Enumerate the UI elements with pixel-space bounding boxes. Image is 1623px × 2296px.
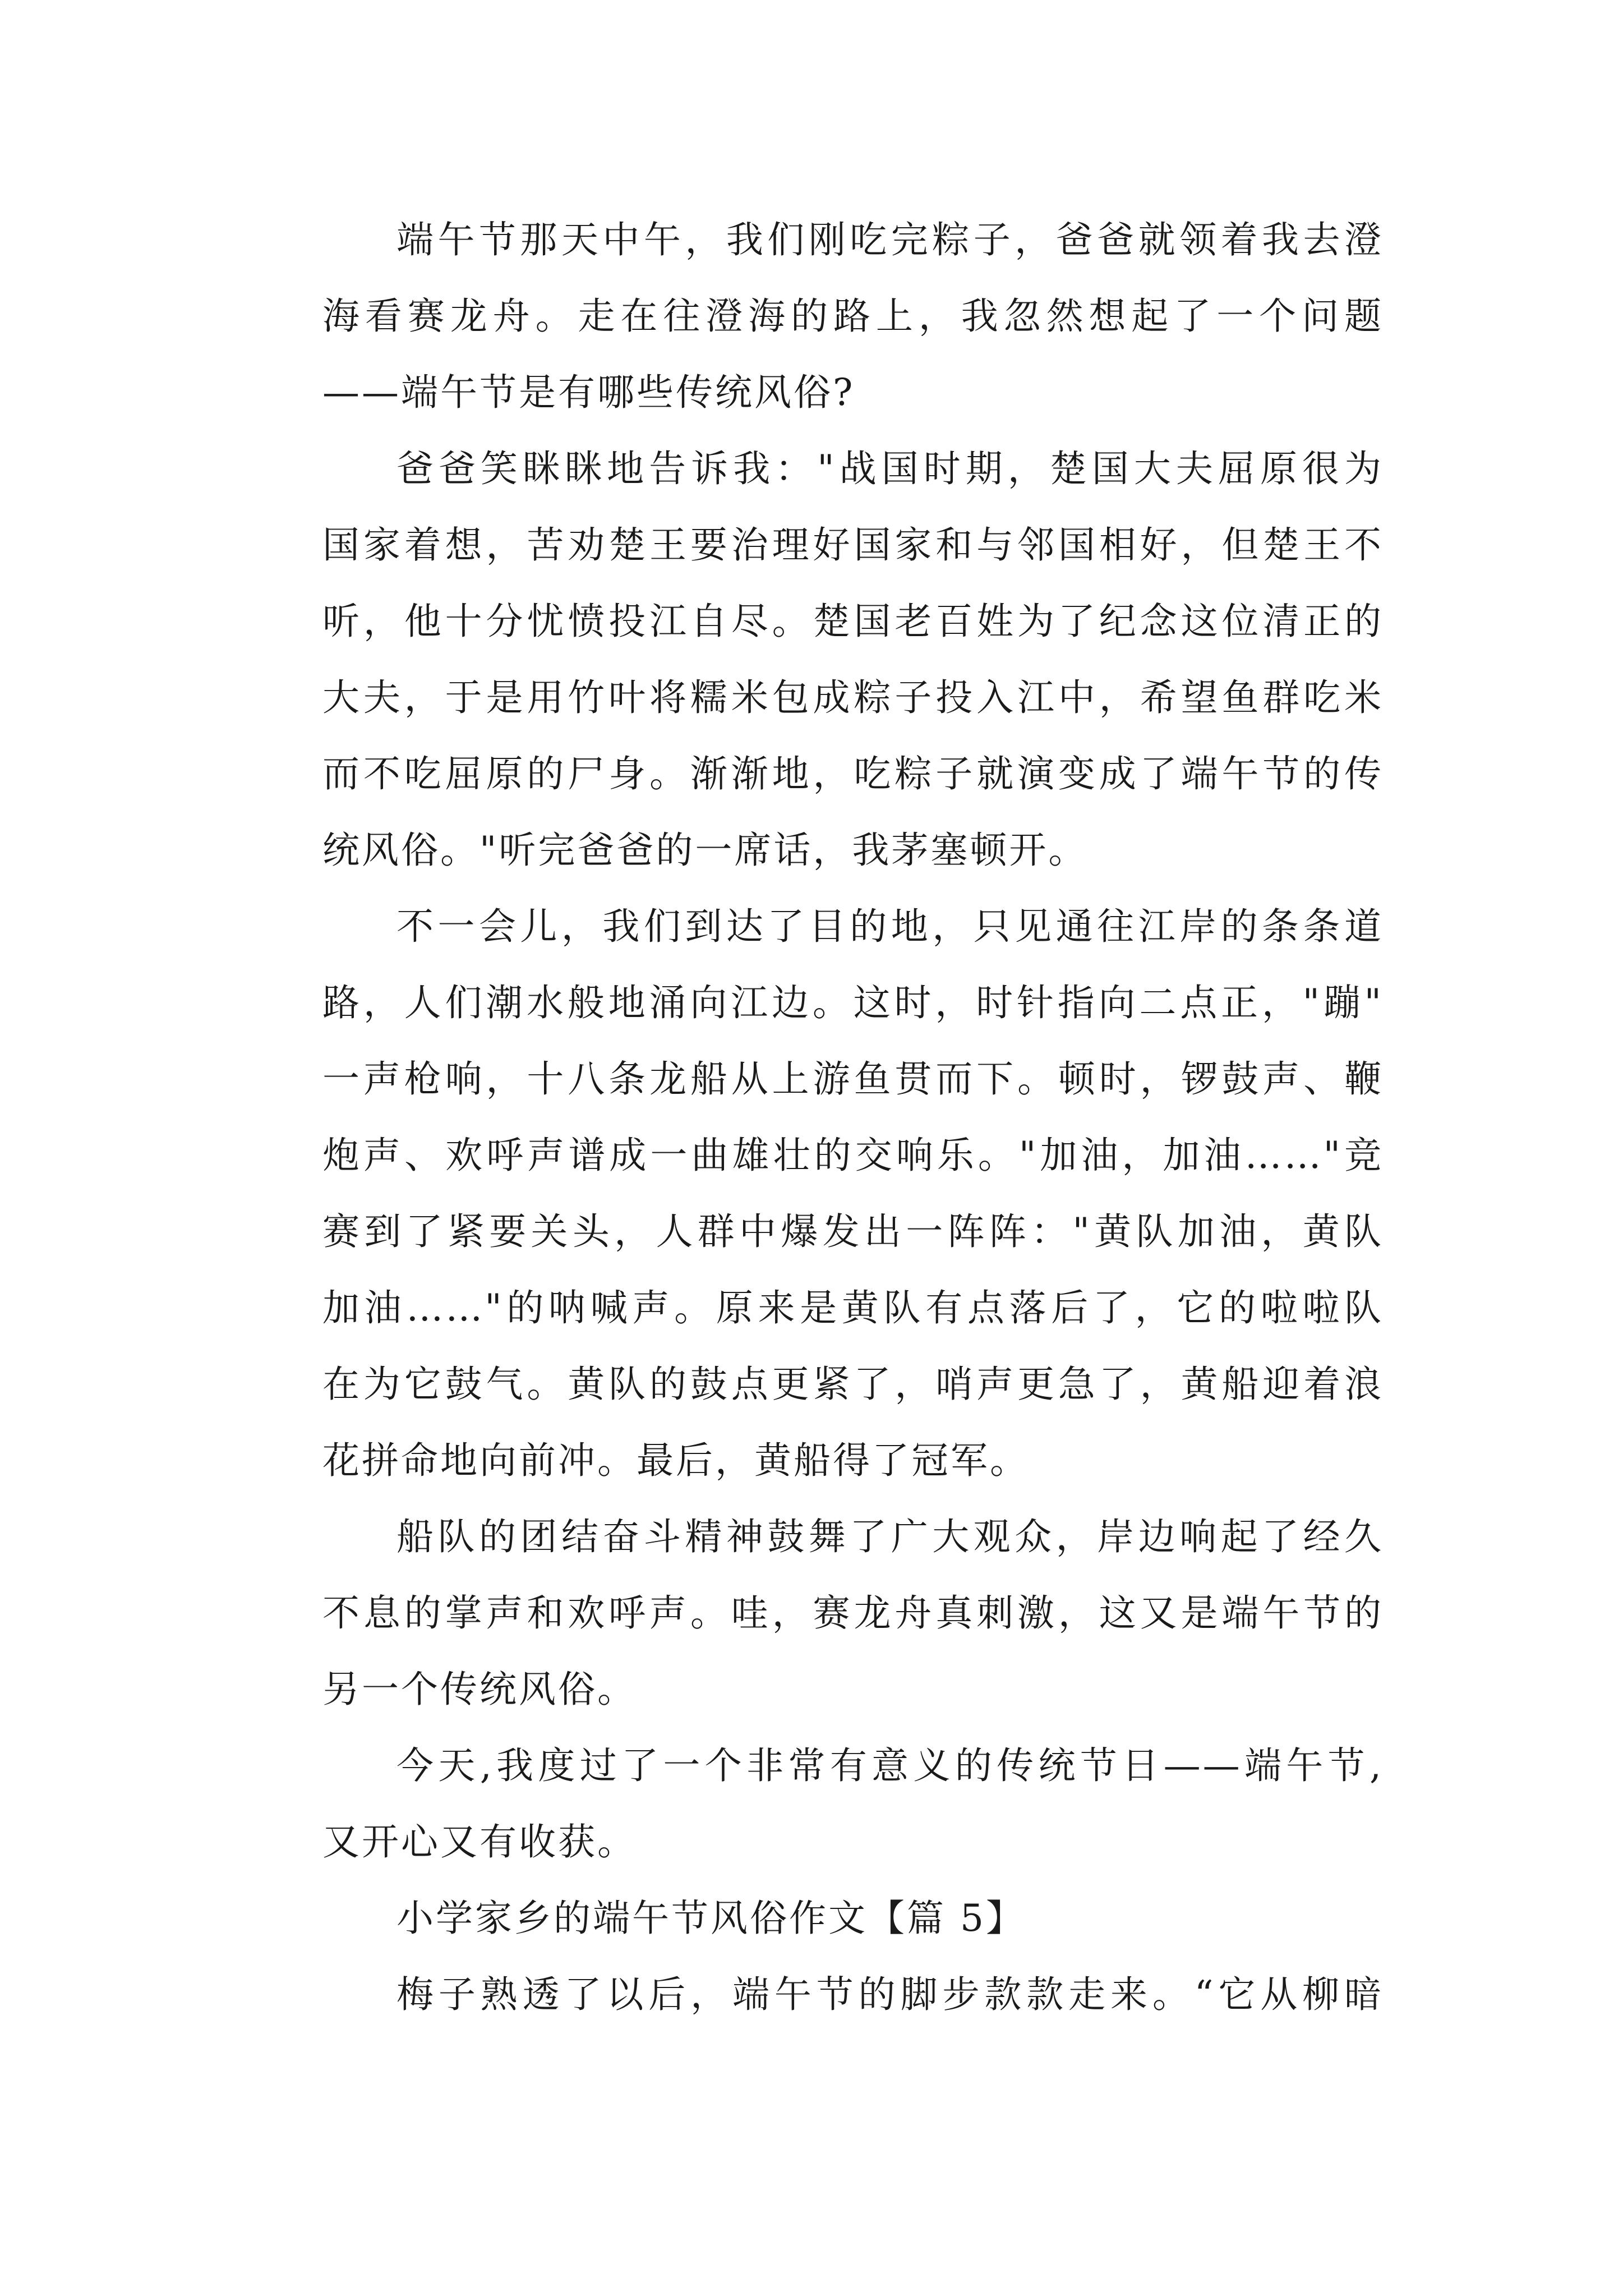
text-line: 统风俗。"听完爸爸的一席话，我茅塞顿开。 [322, 829, 1088, 872]
text-line: ——端午节是有哪些传统风俗? [322, 371, 855, 414]
text-line: 爸爸笑眯眯地告诉我："战国时期，楚国大夫屈原很为 [396, 447, 1384, 490]
document-body [248, 202, 1384, 2033]
paragraph-1 [248, 202, 1384, 431]
paragraph-3 [248, 889, 1384, 1499]
text-line: 今天,我度过了一个非常有意义的传统节日——端午节, [396, 1744, 1384, 1787]
text-line: 海看赛龙舟。走在往澄海的路上，我忽然想起了一个问题 [322, 295, 1384, 338]
paragraph-7 [248, 1957, 1384, 2033]
text-line: 赛到了紧要关头，人群中爆发出一阵阵："黄队加油，黄队 [322, 1210, 1384, 1253]
text-line: 船队的团结奋斗精神鼓舞了广大观众，岸边响起了经久 [396, 1515, 1384, 1558]
text-line: 不一会儿，我们到达了目的地，只见通往江岸的条条道 [396, 905, 1384, 948]
text-line: 花拼命地向前冲。最后，黄船得了冠军。 [322, 1439, 1029, 1482]
text-line: 而不吃屈原的尸身。渐渐地，吃粽子就演变成了端午节的传 [322, 752, 1384, 795]
text-line: 一声枪响，十八条龙船从上游鱼贯而下。顿时，锣鼓声、鞭 [322, 1057, 1384, 1101]
paragraph-2 [248, 431, 1384, 889]
text-line: 加油……"的呐喊声。原来是黄队有点落后了，它的啦啦队 [322, 1286, 1384, 1329]
text-line: 听，他十分忧愤投江自尽。楚国老百姓为了纪念这位清正的 [322, 600, 1384, 643]
text-line: 梅子熟透了以后，端午节的脚步款款走来。“它从柳暗 [396, 1973, 1384, 2016]
paragraph-4 [248, 1499, 1384, 1728]
text-line: 不息的掌声和欢呼声。哇，赛龙舟真刺激，这又是端午节的 [322, 1591, 1384, 1635]
paragraph-5 [248, 1728, 1384, 1880]
section-heading-text: 小学家乡的端午节风俗作文【篇 5】 [396, 1897, 1025, 1940]
text-line: 端午节那天中午，我们刚吃完粽子，爸爸就领着我去澄 [396, 218, 1384, 261]
text-line: 大夫，于是用竹叶将糯米包成粽子投入江中，希望鱼群吃米 [322, 676, 1384, 719]
section-heading [248, 1880, 1384, 1957]
text-line: 炮声、欢呼声谱成一曲雄壮的交响乐。"加油，加油……"竞 [322, 1134, 1384, 1177]
text-line: 又开心又有收获。 [322, 1820, 637, 1864]
text-line: 路，人们潮水般地涌向江边。这时，时针指向二点正，"蹦" [322, 981, 1384, 1024]
text-line: 在为它鼓气。黄队的鼓点更紧了，哨声更急了，黄船迎着浪 [322, 1363, 1384, 1406]
text-line: 另一个传统风俗。 [322, 1668, 637, 1711]
text-line: 国家着想，苦劝楚王要治理好国家和与邻国相好，但楚王不 [322, 523, 1384, 567]
